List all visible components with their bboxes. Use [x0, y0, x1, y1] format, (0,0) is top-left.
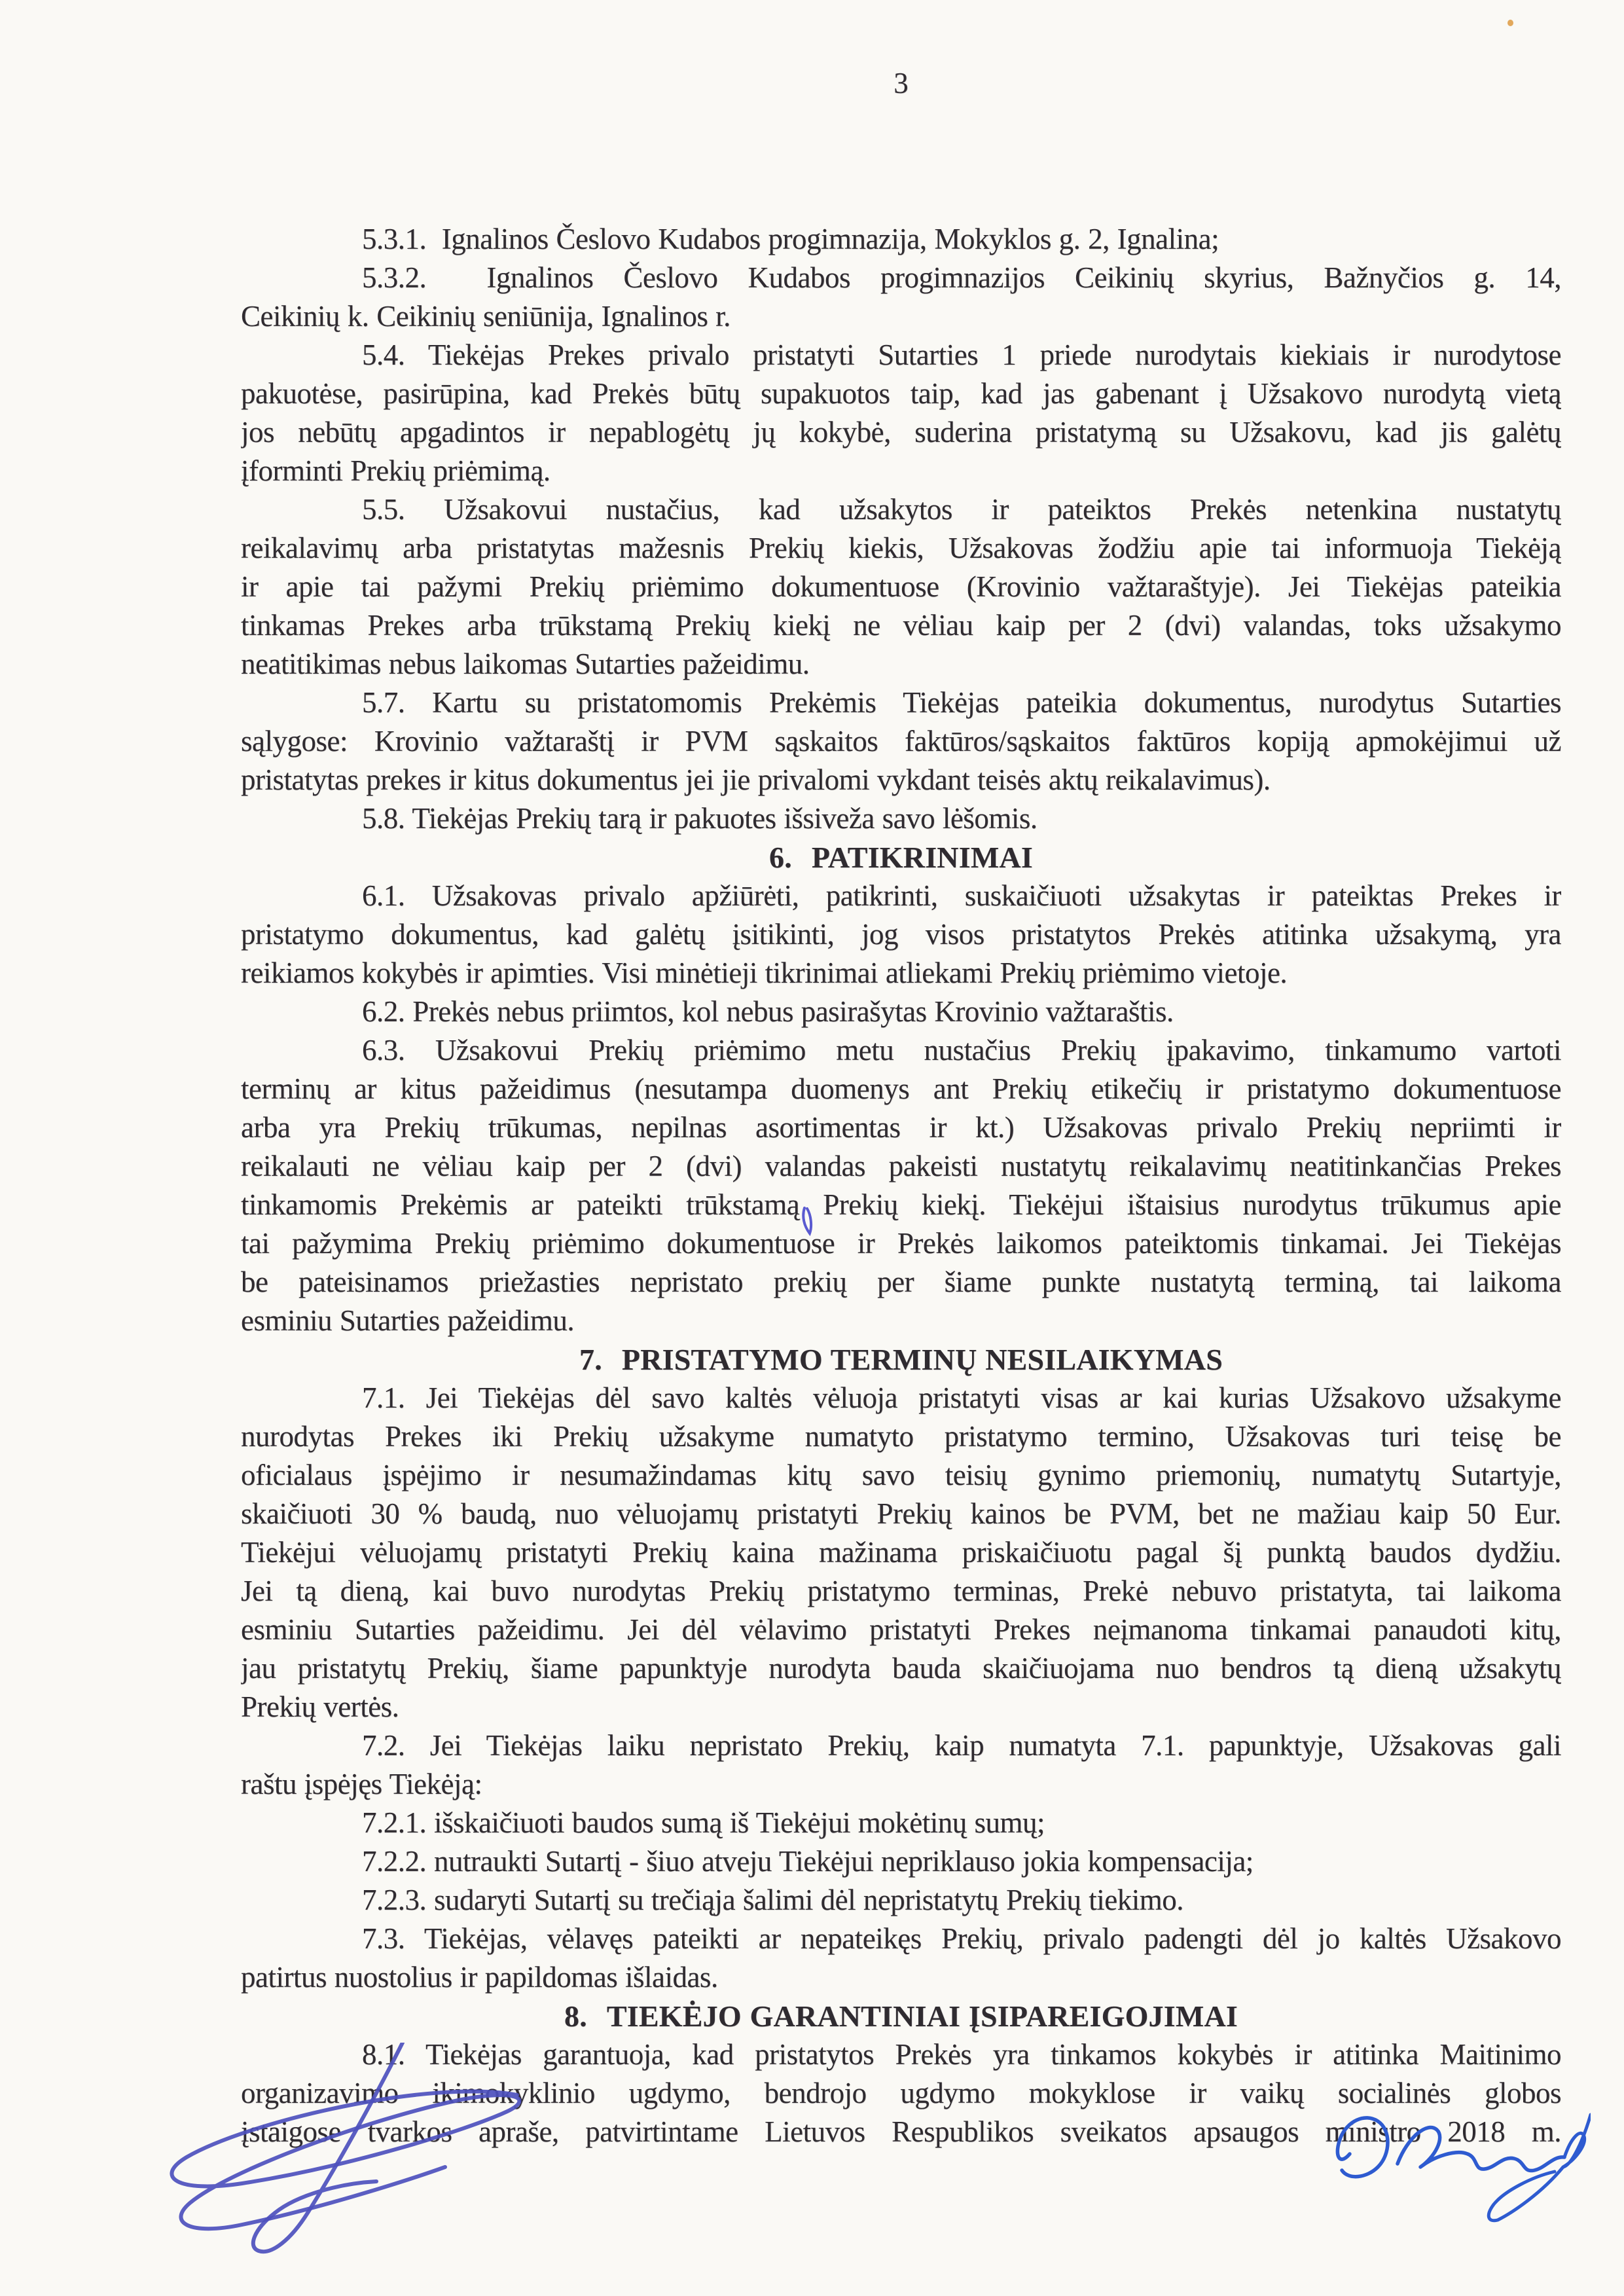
clause-6-2: 6.2. Prekės nebus priimtos, kol nebus pasirašytas Krovinio važtaraštis.	[362, 995, 1174, 1028]
heading-title: PATIKRINIMAI	[811, 841, 1033, 874]
clause-6-1-line: 6.1. Užsakovas privalo apžiūrėti, patikrinti, suskaičiuoti užsakytas ir pateiktas Prekes ir	[362, 879, 1561, 912]
heading-number: 7.	[579, 1343, 602, 1376]
clause-5-5-line: neatitikimas nebus laikomas Sutarties pažeidimu.	[241, 647, 810, 680]
clause-5-5-line: 5.5. Užsakovui nustačius, kad užsakytos ir pateiktos Prekės netenkina nustatytų	[362, 493, 1561, 526]
clause-5-4-line: pakuotėse, pasirūpina, kad Prekės būtų supakuotos taip, kad jas gabenant į Užsakovo nurodytą vietą	[241, 377, 1561, 410]
clause-8-1-line: 8.1. Tiekėjas garantuoja, kad pristatytos Prekės yra tinkamos kokybės ir atitinka Maitinimo	[362, 2038, 1561, 2071]
clause-5-4-line: 5.4. Tiekėjas Prekes privalo pristatyti Sutarties 1 priede nurodytais kiekiais ir nurodytose	[362, 338, 1561, 371]
clause-5-8: 5.8. Tiekėjas Prekių tarą ir pakuotes išsiveža savo lėšomis.	[362, 802, 1038, 835]
heading-number: 6.	[769, 841, 792, 874]
clause-5-4-line: įforminti Prekių priėmimą.	[241, 454, 550, 487]
ink-mark	[800, 1206, 817, 1236]
clause-5-7-line: sąlygose: Krovinio važtaraštį ir PVM sąskaitos faktūros/sąskaitos faktūros kopiją apmokėjimui už	[241, 725, 1561, 757]
clause-8-1-line: organizavimo ikimokyklinio ugdymo, bendrojo ugdymo mokyklose ir vaikų socialinės globos	[241, 2077, 1561, 2109]
clause-5-3-2-cont: Ceikinių k. Ceikinių seniūnija, Ignalinos r.	[241, 300, 731, 333]
clause-6-1-line: pristatymo dokumentus, kad galėtų įsitikinti, jog visos pristatytos Prekės atitinka užsakymą, yra	[241, 918, 1561, 951]
clause-5-7-line: pristatytas prekes ir kitus dokumentus jei jie privalomi vykdant teisės aktų reikalavimus).	[241, 763, 1271, 796]
scan-speck	[1507, 20, 1513, 26]
clause-8-1-line: įstaigose tvarkos apraše, patvirtintame Lietuvos Respublikos sveikatos apsaugos ministro 2018 m.	[241, 2115, 1561, 2148]
clause-7-3-line: 7.3. Tiekėjas, vėlavęs pateikti ar nepateikęs Prekių, privalo padengti dėl jo kaltės Užsakovo	[362, 1922, 1561, 1955]
clause-7-2-line: 7.2. Jei Tiekėjas laiku nepristato Prekių, kaip numatyta 7.1. papunktyje, Užsakovas gali	[362, 1729, 1561, 1762]
section-heading-6	[241, 838, 1561, 877]
section-heading-8	[241, 1997, 1561, 2035]
clause-7-2-2: 7.2.2. nutraukti Sutartį - šiuo atveju Tiekėjui nepriklauso jokia kompensacija;	[362, 1845, 1254, 1878]
clause-6-3-line: arba yra Prekių trūkumas, nepilnas asortimentas ir kt.) Užsakovas privalo Prekių nepriimti ir	[241, 1111, 1561, 1144]
clause-5-5-line: tinkamas Prekes arba trūkstamą Prekių kiekį ne vėliau kaip per 2 (dvi) valandas, toks užsakymo	[241, 609, 1561, 642]
page-number: 3	[893, 67, 909, 100]
contract-text	[241, 220, 1561, 2151]
clause-5-3-2: 5.3.2. Ignalinos Česlovo Kudabos progimnazijos Ceikinių skyrius, Bažnyčios g. 14,	[362, 261, 1561, 294]
clause-6-3-line: 6.3. Užsakovui Prekių priėmimo metu nustačius Prekių įpakavimo, tinkamumo vartoti	[362, 1034, 1561, 1066]
clause-6-3-line: be pateisinamos priežasties nepristato prekių per šiame punkte nustatytą terminą, tai laikoma	[241, 1266, 1561, 1298]
clause-5-5-line: ir apie tai pažymi Prekių priėmimo dokumentuose (Krovinio važtaraštyje). Jei Tiekėjas pateikia	[241, 570, 1561, 603]
heading-title: PRISTATYMO TERMINŲ NESILAIKYMAS	[621, 1343, 1223, 1376]
clause-7-1-line: oficialaus įspėjimo ir nesumažindamas kitų savo teisių gynimo priemonių, numatytų Sutartyje,	[241, 1459, 1561, 1491]
clause-5-4-line: jos nebūtų apgadintos ir nepablogėtų jų kokybė, suderina pristatymą su Užsakovu, kad jis galėtų	[241, 416, 1561, 448]
clause-7-1-line: esminiu Sutarties pažeidimu. Jei dėl vėlavimo pristatyti Prekes neįmanoma tinkamai panaudoti kitų,	[241, 1613, 1561, 1646]
clause-6-3-line: tinkamomis Prekėmis ar pateikti trūkstamą Prekių kiekį. Tiekėjui ištaisius nurodytus trūkumus apie	[241, 1188, 1561, 1221]
clause-7-1-line: skaičiuoti 30 % baudą, nuo vėluojamų pristatyti Prekių kainos be PVM, bet ne mažiau kaip 50 Eur.	[241, 1497, 1561, 1530]
clause-6-3-line: esminiu Sutarties pažeidimu.	[241, 1304, 575, 1337]
clause-7-1-line: 7.1. Jei Tiekėjas dėl savo kaltės vėluoja pristatyti visas ar kai kurias Užsakovo užsakyme	[362, 1381, 1561, 1414]
clause-6-3-line: tai pažymima Prekių priėmimo dokumentuose ir Prekės laikomos pateiktomis tinkamai. Jei Tiekėjas	[241, 1227, 1561, 1260]
clause-5-7-line: 5.7. Kartu su pristatomomis Prekėmis Tiekėjas pateikia dokumentus, nurodytus Sutarties	[362, 686, 1561, 719]
clause-7-1-line: Prekių vertės.	[241, 1690, 399, 1723]
heading-number: 8.	[564, 1999, 587, 2033]
clause-6-1-line: reikiamos kokybės ir apimties. Visi minėtieji tikrinimai atliekami Prekių priėmimo vietoje.	[241, 957, 1288, 989]
clause-7-2-3: 7.2.3. sudaryti Sutartį su trečiąja šalimi dėl nepristatytų Prekių tiekimo.	[362, 1884, 1184, 1916]
clause-7-3-line: patirtus nuostolius ir papildomas išlaidas.	[241, 1961, 718, 1994]
clause-6-3-line: reikalauti ne vėliau kaip per 2 (dvi) valandas pakeisti nustatytų reikalavimų neatitinkančias Prekes	[241, 1150, 1561, 1182]
clause-7-2-line: raštu įspėjęs Tiekėją:	[241, 1768, 482, 1800]
clause-5-3-1: 5.3.1. Ignalinos Česlovo Kudabos progimnazija, Mokyklos g. 2, Ignalina;	[362, 223, 1219, 255]
heading-title: TIEKĖJO GARANTINIAI ĮSIPAREIGOJIMAI	[606, 1999, 1238, 2033]
section-heading-7	[241, 1340, 1561, 1379]
clause-7-1-line: nurodytas Prekes iki Prekių užsakyme numatyto pristatymo termino, Užsakovas turi teisę be	[241, 1420, 1561, 1453]
clause-7-1-line: Jei tą dieną, kai buvo nurodytas Prekių pristatymo terminas, Prekė nebuvo pristatyta, tai laikoma	[241, 1575, 1561, 1607]
clause-7-1-line: Tiekėjui vėluojamų pristatyti Prekių kaina mažinama priskaičiuotu pagal šį punktą baudos dydžiu.	[241, 1536, 1561, 1569]
clause-6-3-line: terminų ar kitus pažeidimus (nesutampa duomenys ant Prekių etikečių ir pristatymo dokumentuose	[241, 1072, 1561, 1105]
clause-5-5-line: reikalavimų arba pristatytas mažesnis Prekių kiekis, Užsakovas žodžiu apie tai informuoja Tiekėją	[241, 532, 1561, 564]
clause-7-1-line: jau pristatytų Prekių, šiame papunktyje nurodyta bauda skaičiuojama nuo bendros tą dieną užsakytų	[241, 1652, 1561, 1685]
clause-7-2-1: 7.2.1. išskaičiuoti baudos sumą iš Tiekėjui mokėtinų sumų;	[362, 1806, 1045, 1839]
